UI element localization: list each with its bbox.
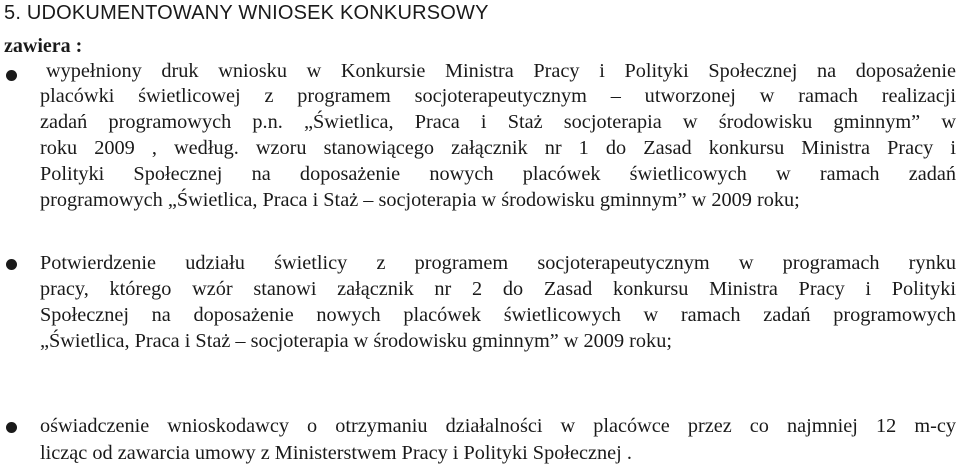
bullet-icon [6, 259, 17, 270]
item-line: oświadczenie wnioskodawcy o otrzymaniu działalności w placówce przez co najmniej 12 m-cy [40, 415, 956, 437]
item-line: Polityki Społecznej na doposażenie nowych placówek świetlicowych w ramach zadań [40, 163, 956, 185]
item-line: pracy, którego wzór stanowi załącznik nr 2 do Zasad konkursu Ministra Pracy i Polityki [40, 278, 956, 300]
item-line: „Świetlica, Praca i Staż – socjoterapia w środowisku gminnym” w 2009 roku; [40, 330, 672, 352]
item-line: programowych „Świetlica, Praca i Staż – socjoterapia w środowisku gminnym” w 2009 roku; [40, 189, 800, 211]
item-line: placówki świetlicowej z programem socjoterapeutycznym – utworzonej w ramach realizacji [40, 85, 956, 107]
item-line: wypełniony druk wniosku w Konkursie Ministra Pracy i Polityki Społecznej na doposażenie [46, 60, 956, 82]
item-line: zadań programowych p.n. „Świetlica, Praca i Staż socjoterapia w środowisku gminnym” w [40, 111, 956, 133]
item-line: Społecznej na doposażenie nowych placówek świetlicowych w ramach zadań programowych [40, 304, 956, 326]
item-line: roku 2009 , według. wzoru stanowiącego załącznik nr 1 do Zasad konkursu Ministra Pracy i [40, 137, 956, 159]
bullet-icon [6, 70, 17, 81]
item-line: licząc od zawarcia umowy z Ministerstwem Pracy i Polityki Społecznej . [40, 442, 632, 464]
bullet-icon [6, 422, 17, 433]
section-heading: 5. UDOKUMENTOWANY WNIOSEK KONKURSOWY [4, 2, 489, 24]
item-line: Potwierdzenie udziału świetlicy z programem socjoterapeutycznym w programach rynku [40, 252, 956, 274]
section-subheading: zawiera : [4, 35, 83, 57]
